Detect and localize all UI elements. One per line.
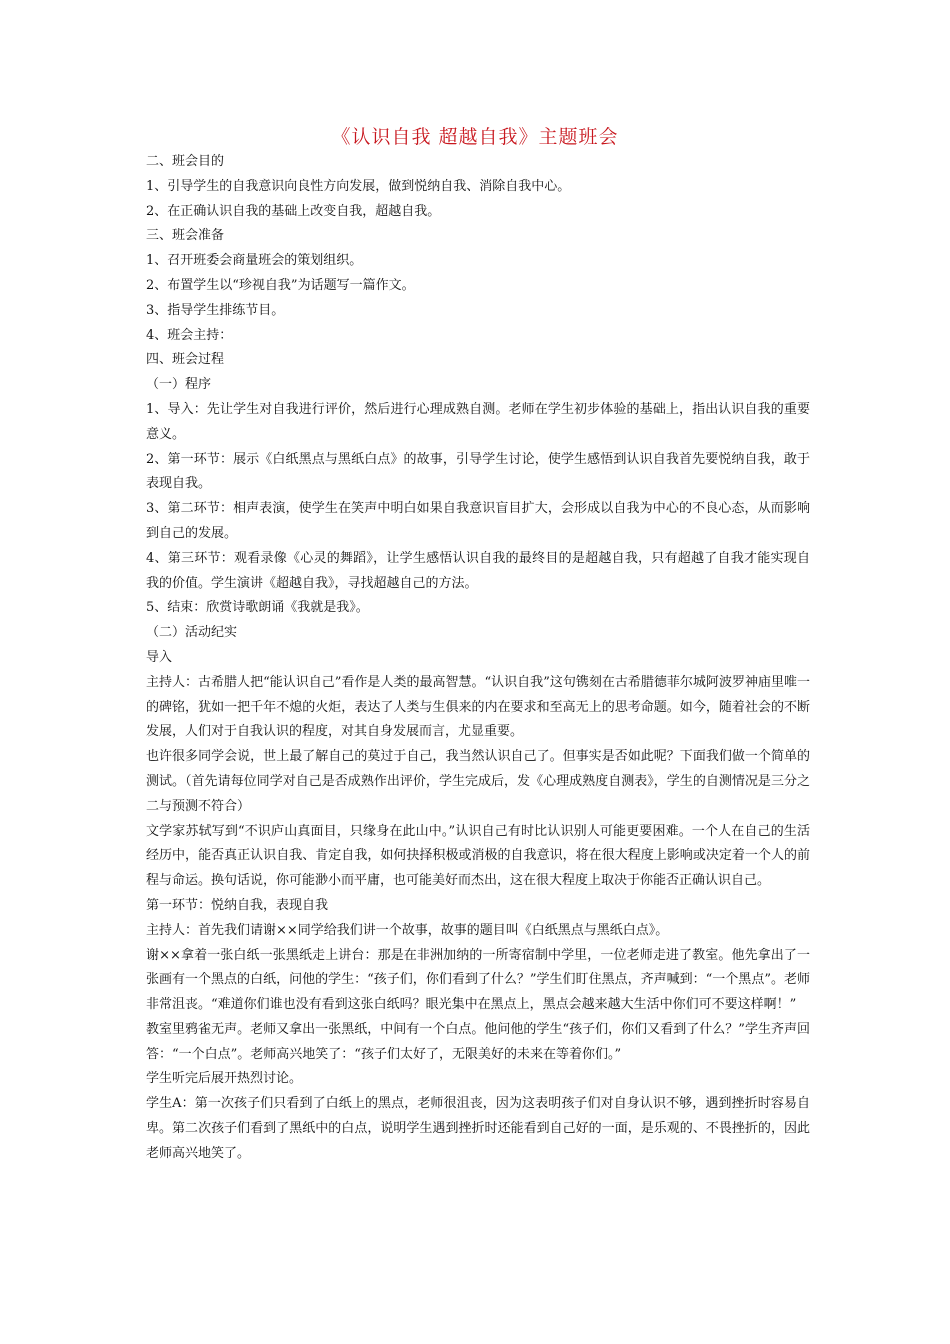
document-body: [146, 150, 810, 1167]
paragraph: 四、班会过程: [146, 352, 225, 368]
paragraph: 2、布置学生以“珍视自我”为话题写一篇作文。: [146, 277, 415, 293]
paragraph: 1、召开班委会商量班会的策划组织。: [146, 253, 363, 269]
paragraph: 文学家苏轼写到“不识庐山真面目，只缘身在此山中。”认识自己有时比认识别人可能更要困难。一个人在自己的生活经历中，能否真正认识自我、肯定自我，如何抉择积极或消极的自我意识，将在很大程度上影响或决定着一个人的前程与命运。换句话说，你可能渺小而平庸，也可能美好而杰出，这在很大程度上取决于你能否正确认识自己。: [146, 823, 810, 889]
paragraph: 5、结束：欣赏诗歌朗诵《我就是我》。: [146, 600, 369, 616]
paragraph: 第一环节：悦纳自我，表现自我: [146, 897, 329, 913]
paragraph: 3、指导学生排练节目。: [146, 302, 285, 318]
paragraph: 1、导入：先让学生对自我进行评价，然后进行心理成熟自测。老师在学生初步体验的基础上，指出认识自我的重要意义。: [146, 401, 810, 442]
paragraph: 也许很多同学会说，世上最了解自己的莫过于自己，我当然认识自己了。但事实是否如此呢？下面我们做一个简单的测试。（首先请每位同学对自己是否成熟作出评价，学生完成后，发《心理成熟度自测表》，学生的自测情况是三分之二与预测不符合）: [146, 749, 810, 814]
paragraph: 三、班会准备: [146, 228, 225, 244]
paragraph: 学生A：第一次孩子们只看到了白纸上的黑点，老师很沮丧，因为这表明孩子们对自身认识不够，遇到挫折时容易自卑。第二次孩子们看到了黑纸中的白点，说明学生遇到挫折时还能看到自己好的一面，是乐观的、不畏挫折的，因此老师高兴地笑了。: [146, 1096, 810, 1161]
paragraph: 3、第二环节：相声表演，使学生在笑声中明白如果自我意识盲目扩大，会形成以自我为中心的不良心态，从而影响到自己的发展。: [146, 501, 810, 541]
paragraph: 2、第一环节：展示《白纸黑点与黑纸白点》的故事，引导学生讨论，使学生感悟到认识自我首先要悦纳自我，敢于表现自我。: [146, 451, 810, 492]
paragraph: （二）活动纪实: [146, 625, 238, 641]
paragraph: 学生听完后展开热烈讨论。: [146, 1071, 303, 1087]
paragraph: 主持人：古希腊人把“能认识自己”看作是人类的最高智慧。“认识自我”这句镌刻在古希腊德菲尔城阿波罗神庙里唯一的碑铭，犹如一把千年不熄的火炬，表达了人类与生俱来的内在要求和至高无上的思考命题。如今，随着社会的不断发展，人们对于自我认识的程度，对其自身发展而言，尤显重要。: [146, 674, 810, 740]
paragraph: （一）程序: [146, 377, 212, 393]
paragraph: 4、第三环节：观看录像《心灵的舞蹈》，让学生感悟认识自我的最终目的是超越自我，只有超越了自我才能实现自我的价值。学生演讲《超越自我》，寻找超越自己的方法。: [146, 550, 810, 591]
paragraph: 2、在正确认识自我的基础上改变自我，超越自我。: [146, 203, 441, 219]
paragraph: 教室里鸦雀无声。老师又拿出一张黑纸，中间有一个白点。他问他的学生“孩子们，你们又看到了什么？”学生齐声回答：“一个白点”。老师高兴地笑了：“孩子们太好了，无限美好的未来在等着你们。”: [146, 1021, 810, 1062]
paragraph: 导入: [146, 649, 173, 665]
paragraph: 主持人：首先我们请谢××同学给我们讲一个故事，故事的题目叫《白纸黑点与黑纸白点》。: [146, 922, 669, 938]
document-title: 《认识自我 超越自我》主题班会: [331, 126, 619, 148]
paragraph: 4、班会主持：: [146, 327, 233, 343]
paragraph: 谢××拿着一张白纸一张黑纸走上讲台：那是在非洲加纳的一所寄宿制中学里，一位老师走进了教室。他先拿出了一张画有一个黑点的白纸，问他的学生：“孩子们，你们看到了什么？”学生们盯住黑点，齐声喊到：“一个黑点”。老师非常沮丧。“难道你们谁也没有看到这张白纸吗？眼光集中在黑点上，黑点会越来越大生活中你们可不要这样啊！”: [146, 947, 810, 1013]
paragraph: 二、班会目的: [146, 154, 225, 169]
paragraph: 1、引导学生的自我意识向良性方向发展，做到悦纳自我、消除自我中心。: [146, 178, 571, 194]
